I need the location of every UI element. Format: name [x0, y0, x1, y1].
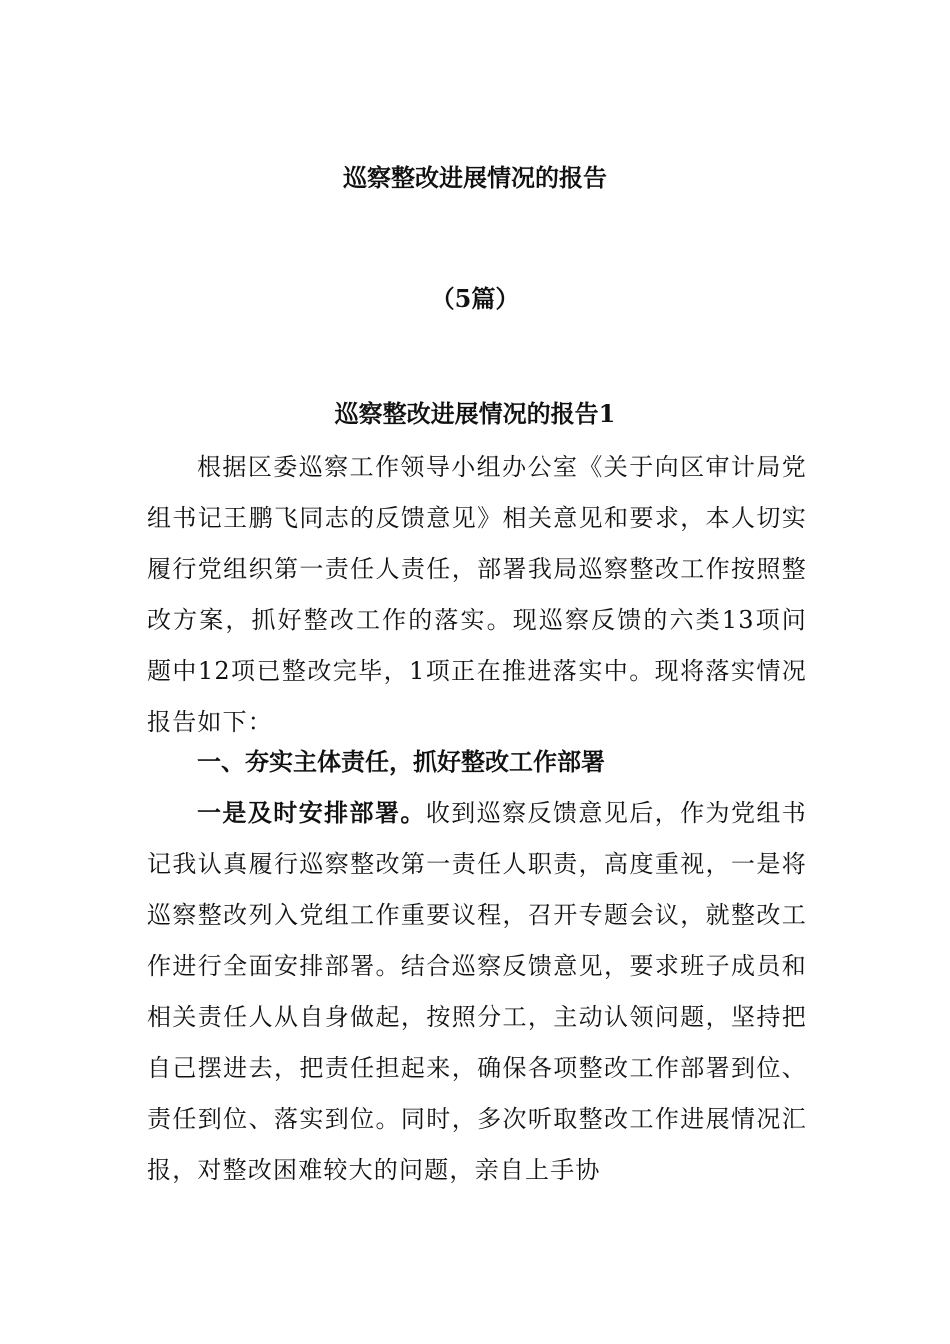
paragraph-body: 收到巡察反馈意见后，作为党组书记我认真履行巡察整改第一责任人职责，高度重视，一是将巡察整改列入党组工作重要议程，召开专题会议，就整改工作进行全面安排部署。结合巡察反馈意见，要求班子成员和相关责任人从自身做起，按照分工，主动认领问题，坚持把自己摆进去，把责任担起来，确保各项整改工作部署到位、责任到位、落实到位。同时，多次听取整改工作进展情况汇报，对整改困难较大的问题，亲自上手协: [147, 799, 808, 1184]
document-title: 巡察整改进展情况的报告: [343, 163, 607, 192]
document-subtitle: （5篇）: [430, 284, 520, 313]
section-heading-1: 一、夯实主体责任，抓好整改工作部署: [197, 747, 605, 776]
section-title: 巡察整改进展情况的报告1: [334, 399, 616, 428]
body-paragraph-2: [147, 787, 807, 1196]
paragraph-lead: 一是及时安排部署。: [197, 798, 426, 827]
body-paragraph-1: 根据区委巡察工作领导小组办公室《关于向区审计局党组书记王鹏飞同志的反馈意见》相关意见和要求，本人切实履行党组织第一责任人责任，部署我局巡察整改工作按照整改方案，抓好整改工作的落实。现巡察反馈的六类13项问题中12项已整改完毕，1项正在推进落实中。现将落实情况报告如下：: [147, 453, 807, 736]
